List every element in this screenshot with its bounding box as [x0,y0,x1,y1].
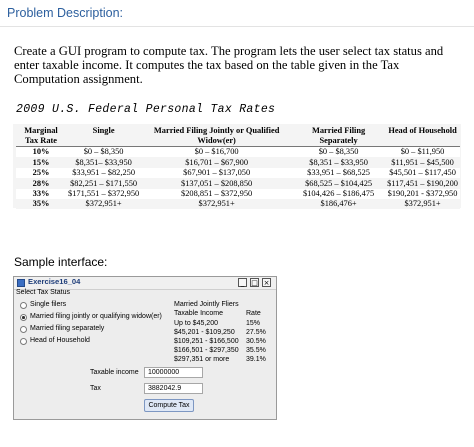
app-window [13,276,277,420]
table-cell: $0 – $8,350 [66,147,141,158]
table-row [16,199,460,209]
page-heading: Problem Description: [7,6,124,20]
table-cell: $372,951+ [66,199,141,209]
table-cell: $171,551 – $372,950 [68,189,140,198]
table-cell: $208,851 – $372,950 [141,189,292,199]
table-cell: $372,951+ [385,199,460,209]
rate-row-rate: 39.1% [246,356,266,363]
radio-married-jointly[interactable] [20,314,27,321]
radio-label-married-separately[interactable]: Married filing separately [30,325,105,332]
table-cell: $190,201 - $372,950 [385,189,460,199]
taxable-income-field[interactable]: 10000000 [144,367,203,378]
radio-married-separately[interactable] [20,326,27,333]
table-cell: $186,476+ [292,199,385,209]
app-icon [17,279,25,287]
radio-label-single-filers[interactable]: Single filers [30,301,67,308]
table-cell: $33,951 – $82,250 [66,168,141,178]
header-married-separately: Married Filing Separately [292,125,385,147]
tax-rates-table [16,125,460,209]
table-row [16,168,460,178]
table-cell: 33% [16,189,66,199]
rate-row-rate: 30.5% [246,338,266,345]
window-title: Exercise16_04 [28,277,81,286]
minimize-button[interactable]: _ [238,278,247,287]
header-head-of-household: Head of Household [385,125,460,147]
taxable-income-label: Taxable income [90,369,139,376]
table-cell: $67,901 – $137,050 [141,168,292,178]
tax-output-field[interactable]: 3882042.9 [144,383,203,394]
table-row [16,178,460,188]
table-cell: 35% [16,199,66,209]
problem-description: Create a GUI program to compute tax. The program lets the user select tax status and enter taxable income. It computes the tax based on the table given in the Tax Computation assignment. [14,44,444,86]
table-cell: $0 – $11,950 [385,147,460,158]
rate-row-rate: 35.5% [246,347,266,354]
header-marginal-rate: Marginal Tax Rate [16,125,66,147]
table-cell: 28% [16,178,66,188]
rate-row-income: $109,251 - $166,500 [174,338,239,345]
table-cell: $137,051 – $208,850 [141,178,292,188]
table-cell: $117,451 – $190,200 [385,178,460,188]
table-cell: 25% [16,168,66,178]
radio-head-of-household[interactable] [20,338,27,345]
table-cell: $8,351– $33,950 [66,157,141,167]
rate-col-rate-header: Rate [246,310,261,317]
table-cell: $104,426 – $186,475 [292,189,385,199]
radio-single-filers[interactable] [20,302,27,309]
rate-row-income: Up to $45,200 [174,320,218,327]
heading-divider [0,26,474,27]
close-button[interactable]: × [263,279,270,287]
rate-row-income: $166,501 - $297,350 [174,347,239,354]
tax-status-group-label: Select Tax Status [16,289,70,296]
table-cell: $0 – $8,350 [292,147,385,158]
header-single: Single [66,125,141,147]
table-cell: $45,501 – $117,450 [385,168,460,178]
radio-label-married-jointly[interactable]: Married filing jointly or qualifying widow(er) [30,313,162,320]
sample-interface-label: Sample interface: [14,255,108,269]
table-cell: $372,951+ [141,199,292,209]
radio-label-head-of-household[interactable]: Head of Household [30,337,90,344]
table-cell: $16,701 – $67,900 [141,157,292,167]
table-cell: $33,951 – $68,525 [292,168,385,178]
table-cell: $0 – $16,700 [141,147,292,158]
compute-tax-button[interactable]: Compute Tax [144,399,194,412]
table-cell: $68,525 – $104,425 [292,178,385,188]
maximize-button[interactable]: □ [251,279,258,287]
rate-row-income: $297,351 or more [174,356,230,363]
table-row [16,147,460,158]
table-cell: $82,251 – $171,550 [66,178,141,188]
tax-label: Tax [90,385,101,392]
table-row [16,157,460,167]
table-row [16,189,460,199]
table-cell: 15% [16,157,66,167]
table-cell: $8,351 – $33,950 [292,157,385,167]
header-married-jointly: Married Filing Jointly or Qualified Widow(er) [141,125,292,147]
rate-row-rate: 27.5% [246,329,266,336]
rate-row-income: $45,201 - $109,250 [174,329,235,336]
tax-table-title: 2009 U.S. Federal Personal Tax Rates [16,103,276,116]
table-cell: $11,951 – $45,500 [385,157,460,167]
rate-col-income-header: Taxable Income [174,310,224,317]
rate-panel-heading: Married Jointly Fliers [174,301,239,308]
table-cell: 10% [16,147,66,158]
rate-row-rate: 15% [246,320,261,327]
